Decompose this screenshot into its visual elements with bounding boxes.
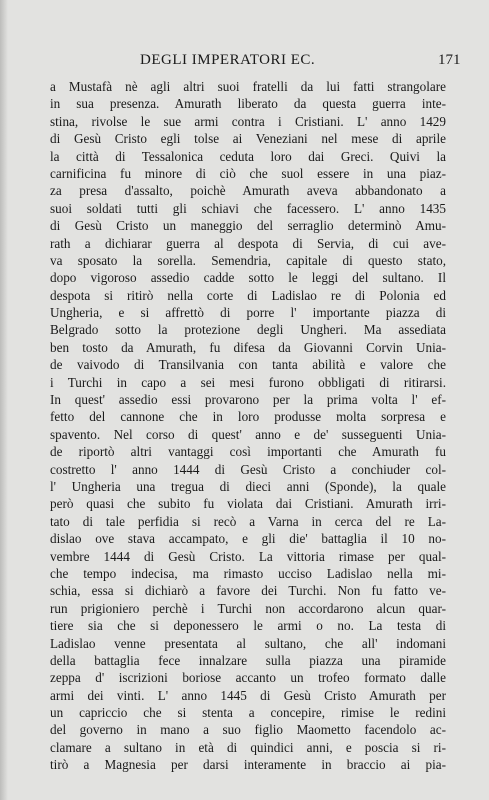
text-line: Belgrado sotto la protezione degli Ungheri. Ma assediata bbox=[50, 322, 446, 338]
text-line: del governo in mano a suo figlio Maometto facendolo ac- bbox=[50, 722, 446, 738]
text-line: de riportò altri vantaggi così importanti che Amurath fu bbox=[50, 444, 446, 460]
text-line: l' Ungheria una tregua di dieci anni (Sponde), la quale bbox=[50, 478, 446, 494]
text-line: la città di Tessalonica ceduta loro dai Greci. Quivi la bbox=[50, 148, 446, 164]
text-line: carnificina fu minore di ciò che suol essere in una piaz- bbox=[50, 165, 446, 181]
text-line: va sposato la sorella. Semendria, capitale di questo stato, bbox=[50, 252, 446, 268]
text-line: Ladislao venne presentata al sultano, che all' indomani bbox=[50, 635, 446, 651]
text-line: vembre 1444 di Gesù Cristo. La vittoria rimase per qual- bbox=[50, 548, 446, 564]
text-line: ben tosto da Amurath, fu difesa da Giovanni Corvin Unia- bbox=[50, 339, 446, 355]
text-line: spavento. Nel corso di quest' anno e de' susseguenti Unia- bbox=[50, 426, 446, 442]
text-line: za presa d'assalto, poichè Amurath aveva abbandonato a bbox=[50, 183, 446, 199]
text-line: despota si ritirò nella corte di Ladislao re di Polonia ed bbox=[50, 287, 446, 303]
page-header bbox=[0, 52, 489, 74]
text-line: stina, rivolse le sue armi contra i Cristiani. L' anno 1429 bbox=[50, 113, 446, 129]
text-line: costretto l' anno 1444 di Gesù Cristo a conchiuder col- bbox=[50, 461, 446, 477]
text-line: schia, essa si dichiarò a favore dei Turchi. Non fu fatto ve- bbox=[50, 583, 446, 599]
text-line: di Gesù Cristo un maneggio del serraglio determinò Amu- bbox=[50, 218, 446, 234]
text-line: In quest' assedio essi provarono per la prima volta l' ef- bbox=[50, 392, 446, 408]
text-line: Ungheria, e si affrettò di porre l' importante piazza di bbox=[50, 305, 446, 321]
text-line: de vaivodo di Transilvania con tanta abilità e valore che bbox=[50, 357, 446, 373]
text-line: di Gesù Cristo egli tolse ai Veneziani nel mese di aprile bbox=[50, 131, 446, 147]
text-line: dislao ove stava accampato, e gli die' battaglia il 10 no- bbox=[50, 531, 446, 547]
text-line: rath a dichiarar guerra al despota di Servia, di cui ave- bbox=[50, 235, 446, 251]
running-title: DEGLI IMPERATORI EC. bbox=[140, 52, 316, 68]
text-line: un capriccio che si stenta a concepire, rimise le redini bbox=[50, 705, 446, 721]
text-line: che tempo indecisa, ma rimasto ucciso Ladislao nella mi- bbox=[50, 565, 446, 581]
body-text bbox=[50, 78, 446, 774]
text-line: in sua presenza. Amurath liberato da questa guerra inte- bbox=[50, 96, 446, 112]
text-line: a Mustafà nè agli altri suoi fratelli da lui fatti strangolare bbox=[50, 79, 446, 94]
text-line: tirò a Magnesia per darsi interamente in braccio ai pia- bbox=[50, 757, 446, 773]
text-line: suoi soldati tutti gli schiavi che facessero. L' anno 1435 bbox=[50, 200, 446, 216]
text-line: i Turchi in capo a sei mesi furono obbligati di ritirarsi. bbox=[50, 374, 446, 390]
text-line: della battaglia fece innalzare sulla piazza una piramide bbox=[50, 652, 446, 668]
page-number: 171 bbox=[438, 52, 461, 68]
text-line: tato di tale perfidia si recò a Varna in cerca del re La- bbox=[50, 513, 446, 529]
text-line: però quasi che subito fu violata dai Cristiani. Amurath irri- bbox=[50, 496, 446, 512]
text-line: dopo vigoroso assedio cadde sotto le leggi del sultano. Il bbox=[50, 270, 446, 286]
text-line: tiere sia che si deponessero le armi o no. La testa di bbox=[50, 618, 446, 634]
text-line: clamare a sultano in età di quindici anni, e poscia si ri- bbox=[50, 739, 446, 755]
text-line: zeppa d' iscrizioni boriose accanto un trofeo formato dalle bbox=[50, 670, 446, 686]
text-line: run prigioniero perchè i Turchi non accordarono alcun quar- bbox=[50, 600, 446, 616]
text-line: armi dei vinti. L' anno 1445 di Gesù Cristo Amurath per bbox=[50, 687, 446, 703]
text-line: fetto del cannone che in loro produsse molta sorpresa e bbox=[50, 409, 446, 425]
